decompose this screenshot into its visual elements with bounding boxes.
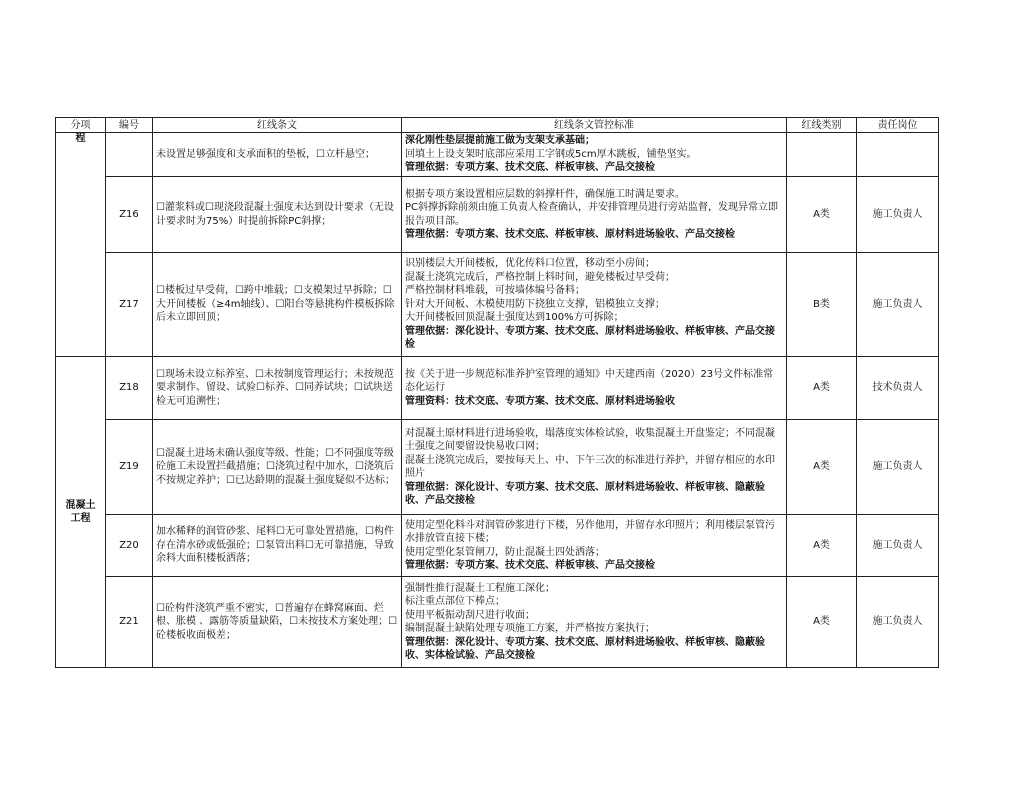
row-role <box>857 133 939 177</box>
row-clause: ☐现场未设立标养室、☐未按制度管理运行；未按规范要求制作、留设、试验☐标养、☐同养试块；☐试块送检无可追溯性； <box>153 357 402 420</box>
standard-line: 强制性推行混凝土工程施工深化； <box>405 582 555 594</box>
standard-line: 使用平板振动刮尺进行收面； <box>405 609 535 621</box>
row-standard <box>402 177 787 253</box>
standard-line: 识别楼层大开间楼板，优化传料口位置，移动至小房间； <box>405 258 655 270</box>
table-row <box>56 577 939 668</box>
standard-line: 根据专项方案设置相应层数的斜撑杆件，确保施工时满足要求。 <box>405 188 685 200</box>
row-role: 技术负责人 <box>857 357 939 420</box>
standard-line: 编制混凝土缺陷处理专项施工方案，并严格按方案执行； <box>405 623 655 634</box>
row-standard <box>402 577 787 668</box>
section-cell <box>56 357 106 668</box>
table-row <box>56 515 939 577</box>
standard-line: 使用定型化料斗对润管砂浆进行下楼，另作他用，并留存水印照片；利用楼层泵管污水排放管直接下楼； <box>405 519 775 544</box>
row-role: 施工负责人 <box>857 515 939 577</box>
standard-line: 大开间楼板回顶混凝土强度达到100%方可拆除； <box>405 312 624 324</box>
standard-line: 深化刚性垫层提前施工做为支架支承基础； <box>405 135 595 147</box>
row-category: B类 <box>787 253 857 357</box>
standard-basis: 管理依据：专项方案、技术交底、样板审核、产品交接检 <box>405 162 655 174</box>
standard-line: 对混凝土原材料进行进场验收，塌落度实体检试验，收集混凝土开盘鉴定；不同混凝土强度之间要留设快易收口网； <box>405 427 775 452</box>
row-clause: ☐混凝土进场未确认强度等级、性能；☐不同强度等级砼施工未设置拦截措施；☐浇筑过程中加水，☐浇筑后不按规定养护；☐已达龄期的混凝土强度疑似不达标； <box>153 420 402 515</box>
row-id <box>106 133 153 177</box>
row-clause: 加水稀释的润管砂浆、尾料☐无可靠处置措施，☐构件存在清水砂或低强砼；☐泵管出料☐无可靠措施，导致余料大面积楼板洒落； <box>153 515 402 577</box>
standard-line: 标注重点部位下棒点； <box>405 596 505 607</box>
row-category: A类 <box>787 177 857 253</box>
row-clause: 未设置足够强度和支承面积的垫板，☐立杆悬空； <box>153 133 402 177</box>
row-category: A类 <box>787 420 857 515</box>
row-category: A类 <box>787 577 857 668</box>
section-label: 混凝土工程 <box>65 499 96 524</box>
standard-line: 使用定型化泵管闸刀，防止混凝土四处洒落； <box>405 546 605 558</box>
standard-basis: 管理资料：技术交底、专项方案、技术交底、原材料进场验收 <box>405 395 675 407</box>
header-category-section: 分项 <box>56 118 106 133</box>
row-role: 施工负责人 <box>857 177 939 253</box>
row-role: 施工负责人 <box>857 577 939 668</box>
table-row <box>56 357 939 420</box>
header-number: 编号 <box>106 118 153 133</box>
standard-line: PC斜撑拆除前须由施工负责人检查确认，并安排管理员进行旁站监督，发现异常立即报告项目部。 <box>405 202 779 227</box>
row-standard <box>402 420 787 515</box>
table-row <box>56 420 939 515</box>
header-red-line-clause: 红线条文 <box>153 118 402 133</box>
row-id: Z19 <box>106 420 153 515</box>
row-role: 施工负责人 <box>857 420 939 515</box>
table-row <box>56 253 939 357</box>
row-clause: ☐楼板过早受荷，☐跨中堆载；☐支模架过早拆除；☐大开间楼板（≥4m轴线）、☐阳台等悬挑构件模板拆除后未立即回顶； <box>153 253 402 357</box>
row-id: Z17 <box>106 253 153 357</box>
row-role: 施工负责人 <box>857 253 939 357</box>
table-row <box>56 177 939 253</box>
row-clause: ☐灌浆料或☐现浇段混凝土强度未达到设计要求（无设计要求时为75%）时提前拆除PC斜撑； <box>153 177 402 253</box>
header-red-line-type: 红线类别 <box>787 118 857 133</box>
row-category: A类 <box>787 357 857 420</box>
row-id: Z16 <box>106 177 153 253</box>
standard-basis: 管理依据：深化设计、专项方案、技术交底、原材料进场验收、样板审核、隐蔽验收、实体检试验、产品交接检 <box>405 636 765 661</box>
standard-basis: 管理依据：深化设计、专项方案、技术交底、原材料进场验收、样板审核、产品交接检 <box>405 325 775 351</box>
standard-line: 混凝土浇筑完成后，要按每天上、中、下午三次的标准进行养护，并留存相应的水印照片 <box>405 454 775 479</box>
row-id: Z18 <box>106 357 153 420</box>
standard-line: 按《关于进一步规范标准养护室管理的通知》中天建西南（2020）23号文件标准常态化运行 <box>405 368 774 394</box>
row-clause: ☐砼构件浇筑严重不密实，☐普遍存在蜂窝麻面、烂根、胀模 、露筋等质量缺陷，☐未按技术方案处理；☐砼楼板收面极差； <box>153 577 402 668</box>
header-responsible-role: 责任岗位 <box>857 118 939 133</box>
row-category: A类 <box>787 515 857 577</box>
row-category <box>787 133 857 177</box>
standard-basis: 管理依据：专项方案、技术交底、样板审核、产品交接检 <box>405 560 655 571</box>
standard-line: 回填土上设支架时底部应采用工字钢或5cm厚木跳板，铺垫坚实。 <box>405 148 697 160</box>
row-standard <box>402 357 787 420</box>
section-label: 程 <box>75 133 86 144</box>
header-control-standard: 红线条文管控标准 <box>402 118 787 133</box>
row-standard <box>402 253 787 357</box>
row-standard <box>402 515 787 577</box>
row-id: Z21 <box>106 577 153 668</box>
standard-line: 严格控制材料堆载，可按墙体编号备料； <box>405 285 585 297</box>
standard-line: 混凝土浇筑完成后，严格控制上料时间，避免楼板过早受荷； <box>405 271 675 283</box>
table-header-row <box>56 118 939 133</box>
row-standard <box>402 133 787 177</box>
standard-line: 针对大开间板、木模使用防下挠独立支撑，铝模独立支撑； <box>405 298 665 310</box>
red-line-control-table <box>55 117 939 668</box>
row-id: Z20 <box>106 515 153 577</box>
standard-basis: 管理依据：专项方案、技术交底、样板审核、原材料进场验收、产品交接检 <box>405 229 735 240</box>
table-row <box>56 133 939 177</box>
section-cell <box>56 133 106 357</box>
standard-basis: 管理依据：深化设计、专项方案、技术交底、原材料进场验收、样板审核、隐蔽验收、产品交接检 <box>405 481 765 506</box>
